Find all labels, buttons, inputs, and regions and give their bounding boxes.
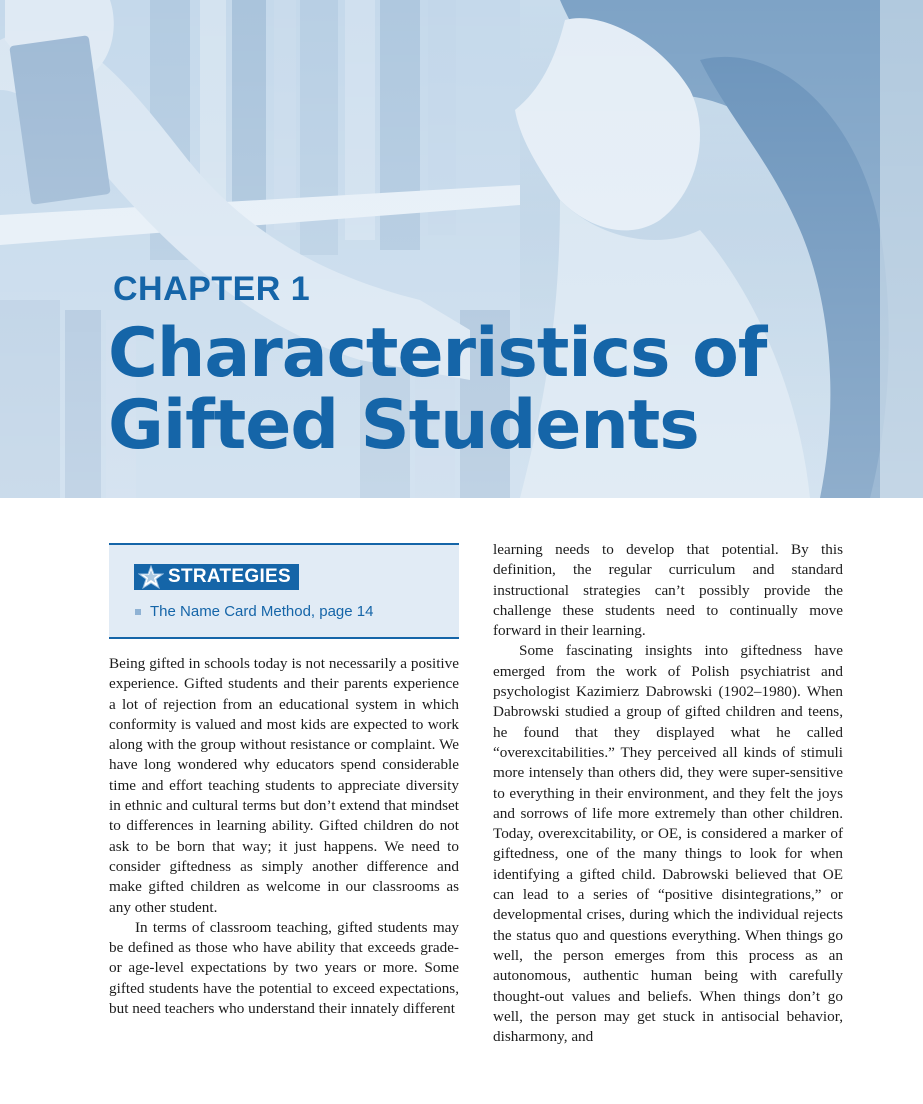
body-paragraph: Being gifted in schools today is not necessarily a positive experience. Gifted students and their parents experience a lot of rejection from an educational system in which conformity is valued and most kids are expected to work along with the group without resistance or complaint. We have long wondered why educators spend considerable time and effort teaching students to appreciate diversity in ethnic and cultural terms but don’t extend that mindset to differences in learning ability. Gifted children do not ask to be born that way; it just happens. We need to consider giftedness as simply another difference and make gifted children as welcome in our classrooms as any other student. <box>109 655 459 916</box>
body-paragraph: In terms of classroom teaching, gifted students may be defined as those who have ability that exceeds grade- or age-level expectations by two years or more. Some gifted students have the potential to exceed expectations, but need teachers who understand their innately different <box>109 918 459 1018</box>
chapter-title: Characteristics of Gifted Students <box>108 314 767 465</box>
strategies-box <box>109 543 459 639</box>
body-column-left <box>109 654 459 1019</box>
chapter-header-photo <box>0 0 923 498</box>
strategies-heading: STRATEGIES <box>168 566 291 587</box>
strategies-heading-bar <box>134 564 299 590</box>
body-column-right <box>493 540 843 1047</box>
strategies-item-label: The Name Card Method, page 14 <box>150 603 374 620</box>
star-icon <box>138 565 164 589</box>
square-bullet-icon <box>135 609 141 615</box>
chapter-number: CHAPTER 1 <box>113 270 311 308</box>
strategies-list-item <box>135 603 373 620</box>
body-paragraph: learning needs to develop that potential. By this definition, the regular curriculum and standard instructional strategies can’t possibly provide the challenge these students need to continually move forward in their learning. <box>493 541 843 640</box>
body-paragraph: Some fascinating insights into giftedness have emerged from the work of Polish psychiatrist and psychologist Kazimierz Dabrowski (1902–1980). When Dabrowski studied a group of gifted children and teens, he found that they displayed what he called “overexcitabilities.” They perceived all kinds of stimuli more intensely than others did, they were super-sensitive to everything in their environment, and they felt the joys and sorrows of life more extremely than other children. Today, overexcitability, or OE, is considered a marker of giftedness, one of the many things to look for when identifying a gifted child. Dabrowski believed that OE can lead to a series of “positive disintegrations,” or developmental crises, during which the individual rejects the status quo and questions everything. When things go well, the person emerges from this process as an autonomous, authentic human being with carefully thought-out values and beliefs. When things don’t go well, the person may get stuck in antisocial behavior, disharmony, and <box>493 642 843 1046</box>
